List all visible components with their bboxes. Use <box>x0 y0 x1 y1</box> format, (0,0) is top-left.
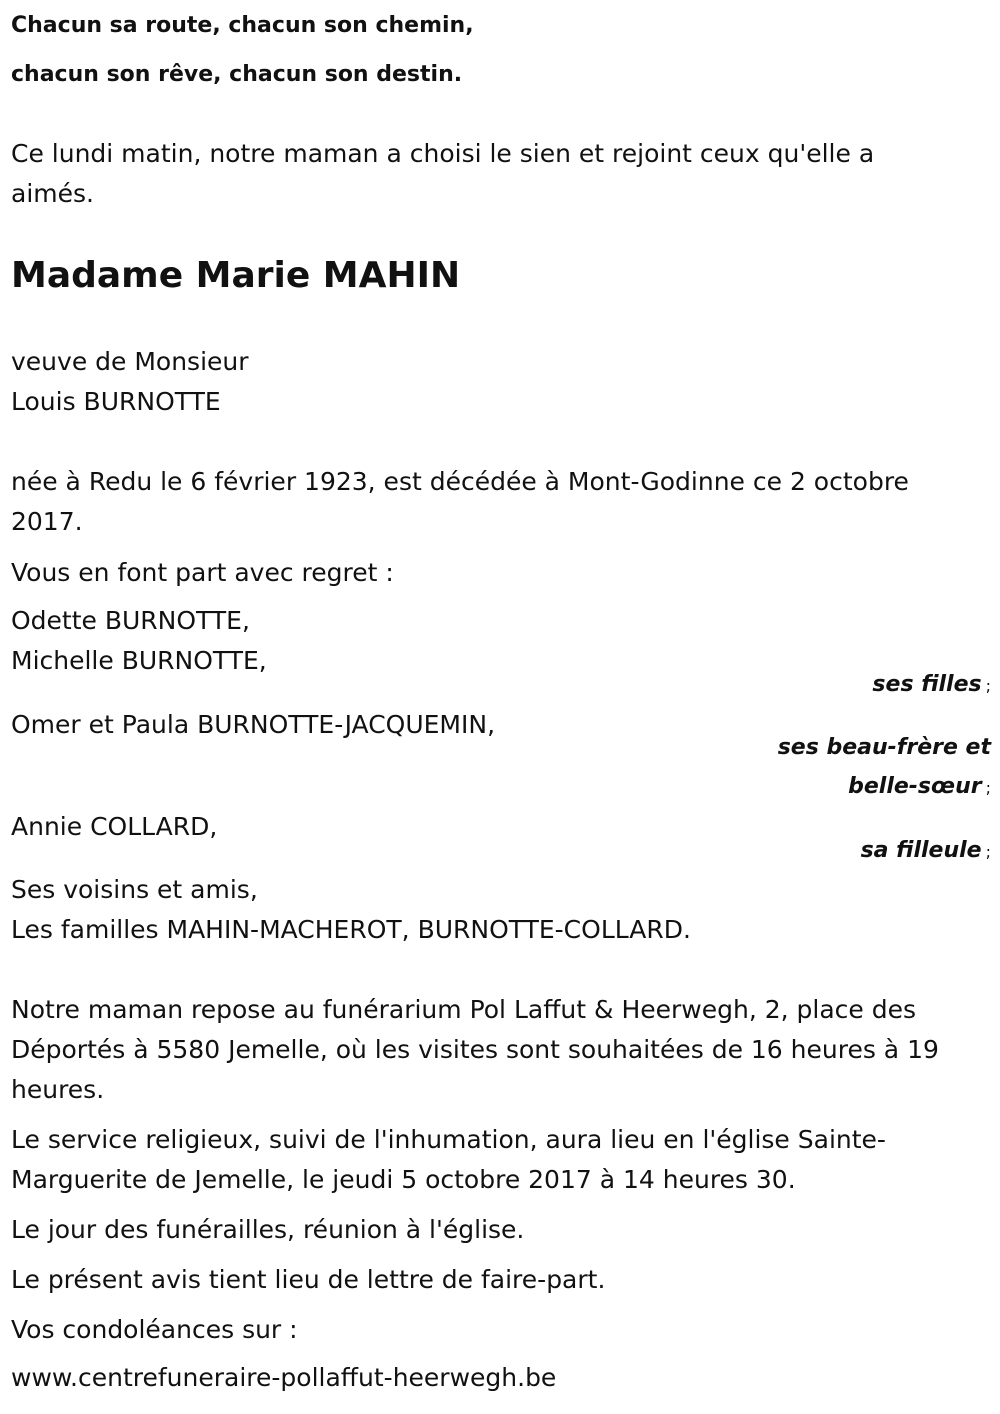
role-separator: ; <box>985 778 991 797</box>
role-separator: ; <box>985 842 991 861</box>
intro-line-1: Ce lundi matin, notre maman a choisi le sien et rejoint ceux qu'elle a <box>11 139 875 168</box>
in-laws: Omer et Paula BURNOTTE-JACQUEMIN, <box>11 710 496 739</box>
funeral-home-line-3: heures. <box>11 1075 105 1104</box>
website-link[interactable]: www.centrefuneraire-pollaffut-heerwegh.be <box>11 1363 557 1392</box>
service-line-2: Marguerite de Jemelle, le jeudi 5 octobre 2017 à 14 heures 30. <box>11 1165 796 1194</box>
service-line-1: Le service religieux, suivi de l'inhumation, aura lieu en l'église Sainte- <box>11 1125 886 1154</box>
intro-line-2: aimés. <box>11 179 94 208</box>
role-separator: ; <box>985 676 991 695</box>
role-in-laws-line-2 <box>848 771 991 804</box>
daughter-2: Michelle BURNOTTE, <box>11 646 267 675</box>
widow-of-line-1: veuve de Monsieur <box>11 347 249 376</box>
role-goddaughter-label: sa filleule <box>860 838 982 863</box>
meeting-note: Le jour des funérailles, réunion à l'église. <box>11 1215 525 1244</box>
role-daughters-label: ses filles <box>872 672 982 697</box>
condolences-label: Vos condoléances sur : <box>11 1315 298 1344</box>
role-daughters <box>872 669 991 702</box>
widow-of-line-2: Louis BURNOTTE <box>11 387 221 416</box>
birth-death-line-1: née à Redu le 6 février 1923, est décédée à Mont-Godinne ce 2 octobre <box>11 467 909 496</box>
epigraph-line-1: Chacun sa route, chacun son chemin, <box>11 13 474 38</box>
neighbours: Ses voisins et amis, <box>11 875 258 904</box>
role-in-laws-label-2: belle-sœur <box>848 774 982 799</box>
role-in-laws-label-1: ses beau-frère et <box>777 735 991 760</box>
goddaughter: Annie COLLARD, <box>11 812 218 841</box>
notice-note: Le présent avis tient lieu de lettre de faire-part. <box>11 1265 606 1294</box>
daughter-1: Odette BURNOTTE, <box>11 606 250 635</box>
role-goddaughter <box>861 835 991 868</box>
epigraph-line-2: chacun son rêve, chacun son destin. <box>11 62 463 87</box>
announcement: Vous en font part avec regret : <box>11 558 394 587</box>
families: Les familles MAHIN-MACHEROT, BURNOTTE-COLLARD. <box>11 915 691 944</box>
funeral-home-line-2: Déportés à 5580 Jemelle, où les visites sont souhaitées de 16 heures à 19 <box>11 1035 939 1064</box>
deceased-name: Madame Marie MAHIN <box>11 255 461 296</box>
role-in-laws-line-1 <box>778 732 991 764</box>
birth-death-line-2: 2017. <box>11 507 83 536</box>
funeral-home-line-1: Notre maman repose au funérarium Pol Laffut & Heerwegh, 2, place des <box>11 995 917 1024</box>
